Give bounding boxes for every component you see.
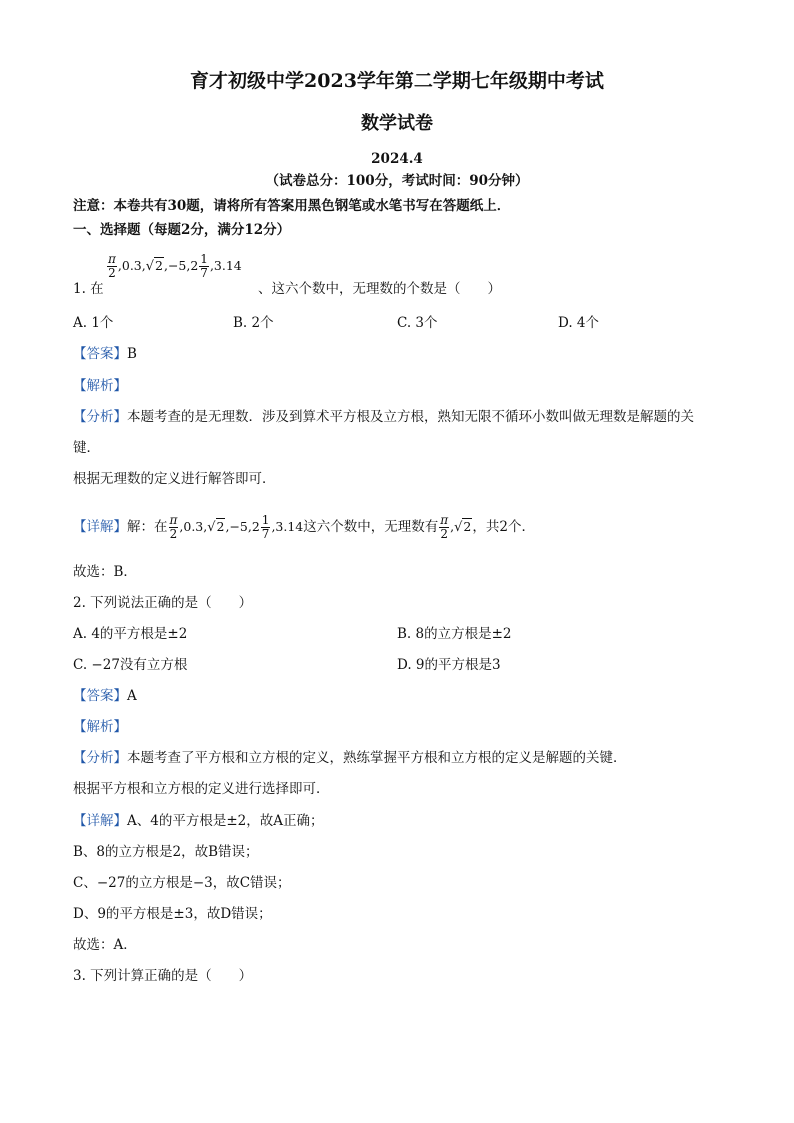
- exam-title: 育才初级中学2023学年第二学期七年级期中考试: [190, 70, 604, 92]
- sqrt-2: √2: [145, 258, 163, 274]
- q1-detail: 【详解】解：在 $\frac{\pi}{2}$ ,0.3,√2,−5,2 $\frac{1}{7}$ ,3.14这六个数中，无理数有 $\frac{\pi}{2}$ ,√2，共2个．: [73, 513, 535, 541]
- q1-analysis-tag: 【解析】: [73, 378, 127, 394]
- q3-question: 3. 下列计算正确的是（ ）: [73, 968, 253, 984]
- q2-option-c: C. −27没有立方根: [73, 657, 188, 673]
- detail-tag: 【详解】: [73, 519, 127, 535]
- q1-fenxi-cont: 键．: [73, 440, 100, 456]
- q2-option-b: B. 8的立方根是±2: [397, 626, 512, 642]
- answer-tag: 【答案】: [73, 688, 127, 704]
- q1-option-a: A. 1个: [73, 315, 114, 331]
- q2-detail: 【详解】A、4的平方根是±2，故A正确；: [73, 813, 324, 829]
- exam-notice: 注意：本卷共有30题，请将所有答案用黑色钢笔或水笔书写在答题纸上．: [73, 198, 511, 214]
- exam-subtitle: 数学试卷: [361, 113, 433, 134]
- exam-info: （试卷总分：100分，考试时间：90分钟）: [265, 173, 529, 189]
- q2-method: 根据平方根和立方根的定义进行选择即可．: [73, 781, 330, 797]
- answer-value: B: [127, 346, 137, 362]
- q1-number-list: $\frac{\pi}{2}$ ,0.3,√2,−5,2 $\frac{1}{7}$ ,3.14: [108, 252, 242, 280]
- fenxi-text: 本题考查的是无理数．涉及到算术平方根及立方根，熟知无限不循环小数叫做无理数是解题的关: [127, 409, 694, 425]
- q1-answer: [73, 345, 137, 363]
- q2-detail-line-d: D、9的平方根是±3，故D错误；: [73, 906, 272, 922]
- q1-option-b: B. 2个: [233, 315, 274, 331]
- exam-date: 2024.4: [371, 151, 423, 167]
- section-heading: 一、选择题（每题2分，满分12分）: [73, 222, 291, 238]
- q1-option-c: C. 3个: [397, 315, 438, 331]
- fraction-pi-over-2: $\frac{\pi}{2}$: [108, 252, 116, 280]
- q2-detail-line-b: B、8的立方根是2，故B错误；: [73, 844, 259, 860]
- fraction-1-over-7: $\frac{1}{7}$: [200, 252, 208, 280]
- q1-method: 根据无理数的定义进行解答即可．: [73, 471, 276, 487]
- q2-option-a: A. 4的平方根是±2: [73, 626, 188, 642]
- q2-answer: [73, 687, 137, 705]
- q1-question-tail: 、这六个数中，无理数的个数是（ ）: [258, 281, 501, 297]
- q2-detail-line-c: C、−27的立方根是−3，故C错误；: [73, 875, 291, 891]
- fenxi-tag: 【分析】: [73, 750, 127, 766]
- q2-option-d: D. 9的平方根是3: [397, 657, 501, 673]
- answer-tag: 【答案】: [73, 346, 127, 362]
- q2-analysis-tag: 【解析】: [73, 719, 127, 735]
- q1-question-start: 1. 在: [73, 281, 104, 297]
- q2-question: 2. 下列说法正确的是（ ）: [73, 595, 253, 611]
- fenxi-text: 本题考查了平方根和立方根的定义，熟练掌握平方根和立方根的定义是解题的关键．: [127, 750, 627, 766]
- q2-conclusion: 故选：A．: [73, 937, 137, 953]
- detail-tag: 【详解】: [73, 813, 127, 829]
- q2-fenxi: [73, 749, 627, 767]
- q1-conclusion: 故选：B．: [73, 564, 137, 580]
- fenxi-tag: 【分析】: [73, 409, 127, 425]
- q1-option-d: D. 4个: [558, 315, 600, 331]
- answer-value: A: [127, 688, 137, 704]
- q1-fenxi: [73, 408, 694, 426]
